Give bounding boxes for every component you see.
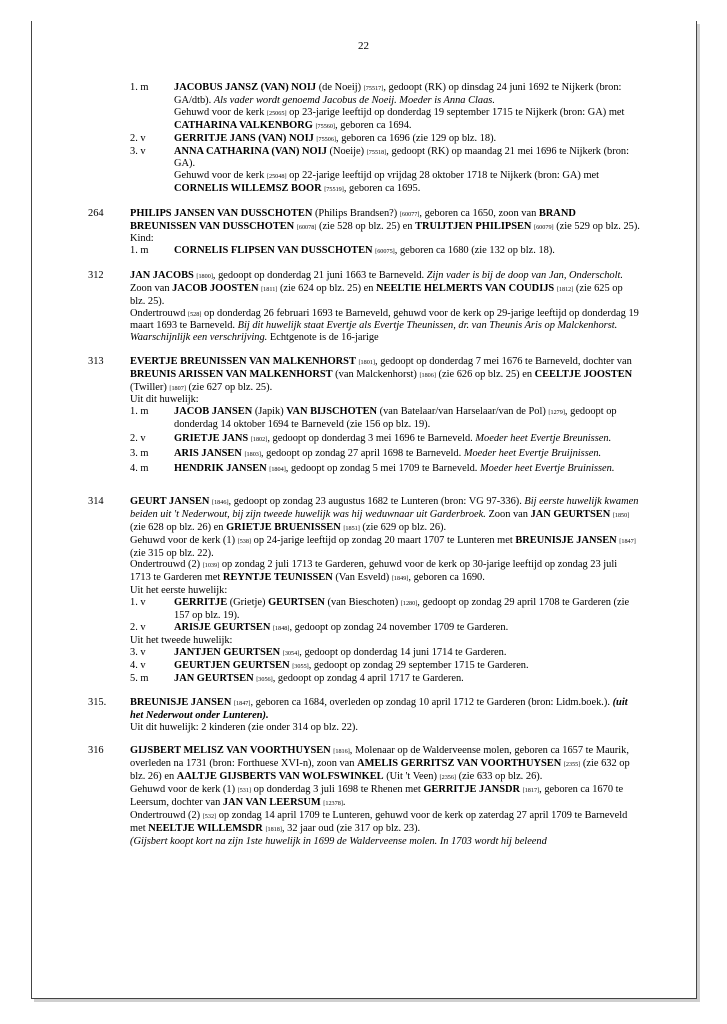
page-shadow-right bbox=[697, 24, 700, 1002]
entry-number: 264 bbox=[88, 207, 104, 219]
entry-315: 315. BREUNISJE JANSEN [1847], geboren ca 1684, overleden op zondag 10 april 1712 te Garderen (bron: Lidm.boek.). (uit het Nederwout onder Lunteren). Uit dit huwelijk: 2 kinderen (zie onder 314 op blz. 22). bbox=[88, 696, 628, 733]
child-entry: 1. v GERRITJE (Grietje) GEURTSEN (van Bieschoten) [1280], gedoopt op zondag 29 april 1708 te Garderen (zie 157 op blz. 19). bbox=[130, 597, 630, 622]
child-entry: 1. m JACOBUS JANSZ (VAN) NOIJ (de Noeij) [75517], gedoopt (RK) op dinsdag 24 juni 1692 te Nijkerk (bron: GA/dtb). Als vader wordt genoemd Jacobus de Noeij. Moeder is Anna Claas. Gehuwd voor de kerk [25065] op 23-jarige leeftijd op donderdag 19 september 1715 te Nijkerk (bron: GA) met CATHARINA VALKENBORG [75560], geboren ca 1694. bbox=[130, 82, 640, 133]
child-entry: 2. v ARISJE GEURTSEN [1848], gedoopt op zondag 24 november 1709 te Garderen. bbox=[130, 621, 509, 633]
child-entry: 1. m JACOB JANSEN (Japik) VAN BIJSCHOTEN (van Batelaar/van Harselaar/van de Pol) [1279], gedoopt op donderdag 14 oktober 1694 te Barneveld (zie 156 op blz. 19). bbox=[130, 406, 617, 431]
page-shadow-bottom bbox=[34, 999, 700, 1002]
child-entry: 2. v GERRITJE JANS (VAN) NOIJ [75506], geboren ca 1696 (zie 129 op blz. 18). bbox=[130, 132, 497, 144]
child-text: JACOBUS JANSZ (VAN) NOIJ (de Noeij) [75517], gedoopt (RK) op dinsdag 24 juni 1692 te Nijkerk (bron: GA/dtb). Als vader wordt genoemd Jacobus de Noeij. Moeder is Anna Claas. bbox=[174, 82, 622, 106]
entry-313: 313 EVERTJE BREUNISSEN VAN MALKENHORST [1801], gedoopt op donderdag 7 mei 1676 te Barneveld, dochter van BREUNIS ARISSEN VAN MALKENHORST (van Malckenhorst) [1806] (zie 626 op blz. 25) en CEELTJE JOOSTEN (Twiller) [1807] (zie 627 op blz. 25). Uit dit huwelijk: 1. m JACOB JANSEN (Japik) VAN BIJSCHOTEN (van Batelaar/van Harselaar/van de Pol) [1279], gedoopt op donderdag 14 oktober 1694 te Barneveld (zie 156 op blz. 19). 2. v GRIETJE JANS [1802], gedoopt op donderdag 3 mei 1696 te Barneveld. Moeder heet Evertje Breunissen. 3. m ARIS JANSEN [1803], gedoopt op zondag 27 april 1698 te Barneveld. Moeder heet Evertje Bruijnissen. 4. m HENDRIK JANSEN [1804], gedoopt op zondag 5 mei 1709 te Barneveld. Moeder heet Evertje Bruinissen. bbox=[88, 356, 640, 476]
entry-continuation bbox=[88, 82, 640, 196]
child-entry: 1. m CORNELIS FLIPSEN VAN DUSSCHOTEN [60075], geboren ca 1680 (zie 132 op blz. 18). bbox=[130, 245, 555, 257]
page-number: 22 bbox=[358, 40, 369, 52]
entry-316: 316 GIJSBERT MELISZ VAN VOORTHUYSEN [1816], Molenaar op de Walderveense molen, geboren ca 1657 te Maurik, overleden na 1731 (bron: Forthuese XVI-n), zoon van AMELIS GERRITSZ VAN VOORTHUYSEN [2355] (zie 632 op blz. 26) en AALTJE GIJSBERTS VAN WOLFSWINKEL (Uit 't Veen) [2356] (zie 633 op blz. 26). Gehuwd voor de kerk (1) [531] op donderdag 3 juli 1698 te Rhenen met GERRITJE JANSDR [1817], geboren ca 1670 te Leersum, dochter van JAN VAN LEERSUM [12378]. Ondertrouwd (2) [532] op zondag 14 april 1709 te Lunteren, gehuwd voor de kerk op zaterdag 27 april 1709 te Barneveld met NEELTJE WILLEMSDR [1818], 32 jaar oud (zie 317 op blz. 23). (Gijsbert koopt kort na zijn 1ste huwelijk in 1699 de Walderveense molen. In 1703 wordt hij beleend bbox=[88, 745, 630, 847]
child-entry: 5. m JAN GEURTSEN [3056], gedoopt op zondag 4 april 1717 te Garderen. bbox=[130, 672, 464, 684]
child-entry: 2. v GRIETJE JANS [1802], gedoopt op donderdag 3 mei 1696 te Barneveld. Moeder heet Evertje Breunissen. bbox=[130, 433, 612, 445]
entry-number: 315. bbox=[88, 696, 107, 708]
entry-number: 316 bbox=[88, 745, 104, 757]
child-entry: 4. v GEURTJEN GEURTSEN [3055], gedoopt op zondag 29 september 1715 te Garderen. bbox=[130, 659, 529, 671]
child-entry: 4. m HENDRIK JANSEN [1804], gedoopt op zondag 5 mei 1709 te Barneveld. Moeder heet Evertje Bruinissen. bbox=[130, 462, 615, 474]
entry-264: 264 PHILIPS JANSEN VAN DUSSCHOTEN (Philips Brandsen?) [60077], geboren ca 1650, zoon van BRAND BREUNISSEN VAN DUSSCHOTEN [60078] (zie 528 op blz. 25) en TRUIJTJEN PHILIPSEN [60079] (zie 529 op blz. 25). Kind: 1. m CORNELIS FLIPSEN VAN DUSSCHOTEN [60075], geboren ca 1680 (zie 132 op blz. 18). bbox=[88, 207, 640, 257]
entry-312: 312 JAN JACOBS [1800], gedoopt op donderdag 21 juni 1663 te Barneveld. Zijn vader is bij de doop van Jan, Onderscholt. Zoon van JACOB JOOSTEN [1811] (zie 624 op blz. 25) en NEELTIE HELMERTS VAN COUDIJS [1812] (zie 625 op blz. 25). Ondertrouwd [528] op donderdag 26 februari 1693 te Barneveld, gehuwd voor de kerk op 29-jarige leeftijd op donderdag 19 maart 1693 te Barneveld. Bij dit huwelijk staat Evertje als Evertje Theunissen, dr. van Theunis Aris op Malckenhorst. Waarschijnlijk een verschrijving. Echtgenote is de 16-jarige bbox=[88, 269, 639, 344]
child-entry: 3. m ARIS JANSEN [1803], gedoopt op zondag 27 april 1698 te Barneveld. Moeder heet Evertje Bruijnissen. bbox=[130, 448, 602, 460]
entry-314: 314 GEURT JANSEN [1846], gedoopt op zondag 23 augustus 1682 te Lunteren (bron: VG 97-336). Bij eerste huwelijk kwamen beiden uit 't Nederwout, bij zijn tweede huwelijk was hij weduwnaar uit Garderbroek. Zoon van JAN GEURTSEN [1850] (zie 628 op blz. 26) en GRIETJE BRUENISSEN [1851] (zie 629 op blz. 26). Gehuwd voor de kerk (1) [538] op 24-jarige leeftijd op zondag 20 maart 1707 te Lunteren met BREUNISJE JANSEN [1847] (zie 315 op blz. 22). Ondertrouwd (2) [1039] op zondag 2 juli 1713 te Garderen, gehuwd voor de kerk op 30-jarige leeftijd op zondag 23 juli 1713 te Garderen met REYNTJE TEUNISSEN (Van Esveld) [1849], geboren ca 1690. Uit het eerste huwelijk: 1. v GERRITJE (Grietje) GEURTSEN (van Bieschoten) [1280], gedoopt op zondag 29 april 1708 te Garderen (zie 157 op blz. 19). 2. v ARISJE GEURTSEN [1848], gedoopt op zondag 24 november 1709 te Garderen. Uit het tweede huwelijk: 3. v JANTJEN GEURTSEN [3054], gedoopt op donderdag 14 juni 1714 te Garderen. 4. v GEURTJEN GEURTSEN [3055], gedoopt op zondag 29 september 1715 te Garderen. 5. m JAN GEURTSEN [3056], gedoopt op zondag 4 april 1717 te Garderen. bbox=[88, 495, 639, 684]
entry-number: 314 bbox=[88, 495, 104, 507]
entry-number: 313 bbox=[88, 355, 104, 367]
entry-number: 312 bbox=[88, 269, 104, 281]
genealogy-content bbox=[88, 82, 640, 859]
marriage-text: Gehuwd voor de kerk [25065] op 23-jarige leeftijd op donderdag 19 september 1715 te Nijkerk (bron: GA) met CATHARINA VALKENBORG [75560], geboren ca 1694. bbox=[174, 106, 625, 131]
child-entry: 3. v ANNA CATHARINA (VAN) NOIJ (Noeije) [75518], gedoopt (RK) op maandag 21 mei 1696 te Nijkerk (bron: GA). Gehuwd voor de kerk [25048] op 22-jarige leeftijd op vrijdag 28 oktober 1718 te Nijkerk (bron: GA) met CORNELIS WILLEMSZ BOOR [75519], geboren ca 1695. bbox=[130, 145, 629, 195]
children-label: Kind: bbox=[130, 233, 154, 245]
child-entry: 3. v JANTJEN GEURTSEN [3054], gedoopt op donderdag 14 juni 1714 te Garderen. bbox=[130, 646, 507, 658]
